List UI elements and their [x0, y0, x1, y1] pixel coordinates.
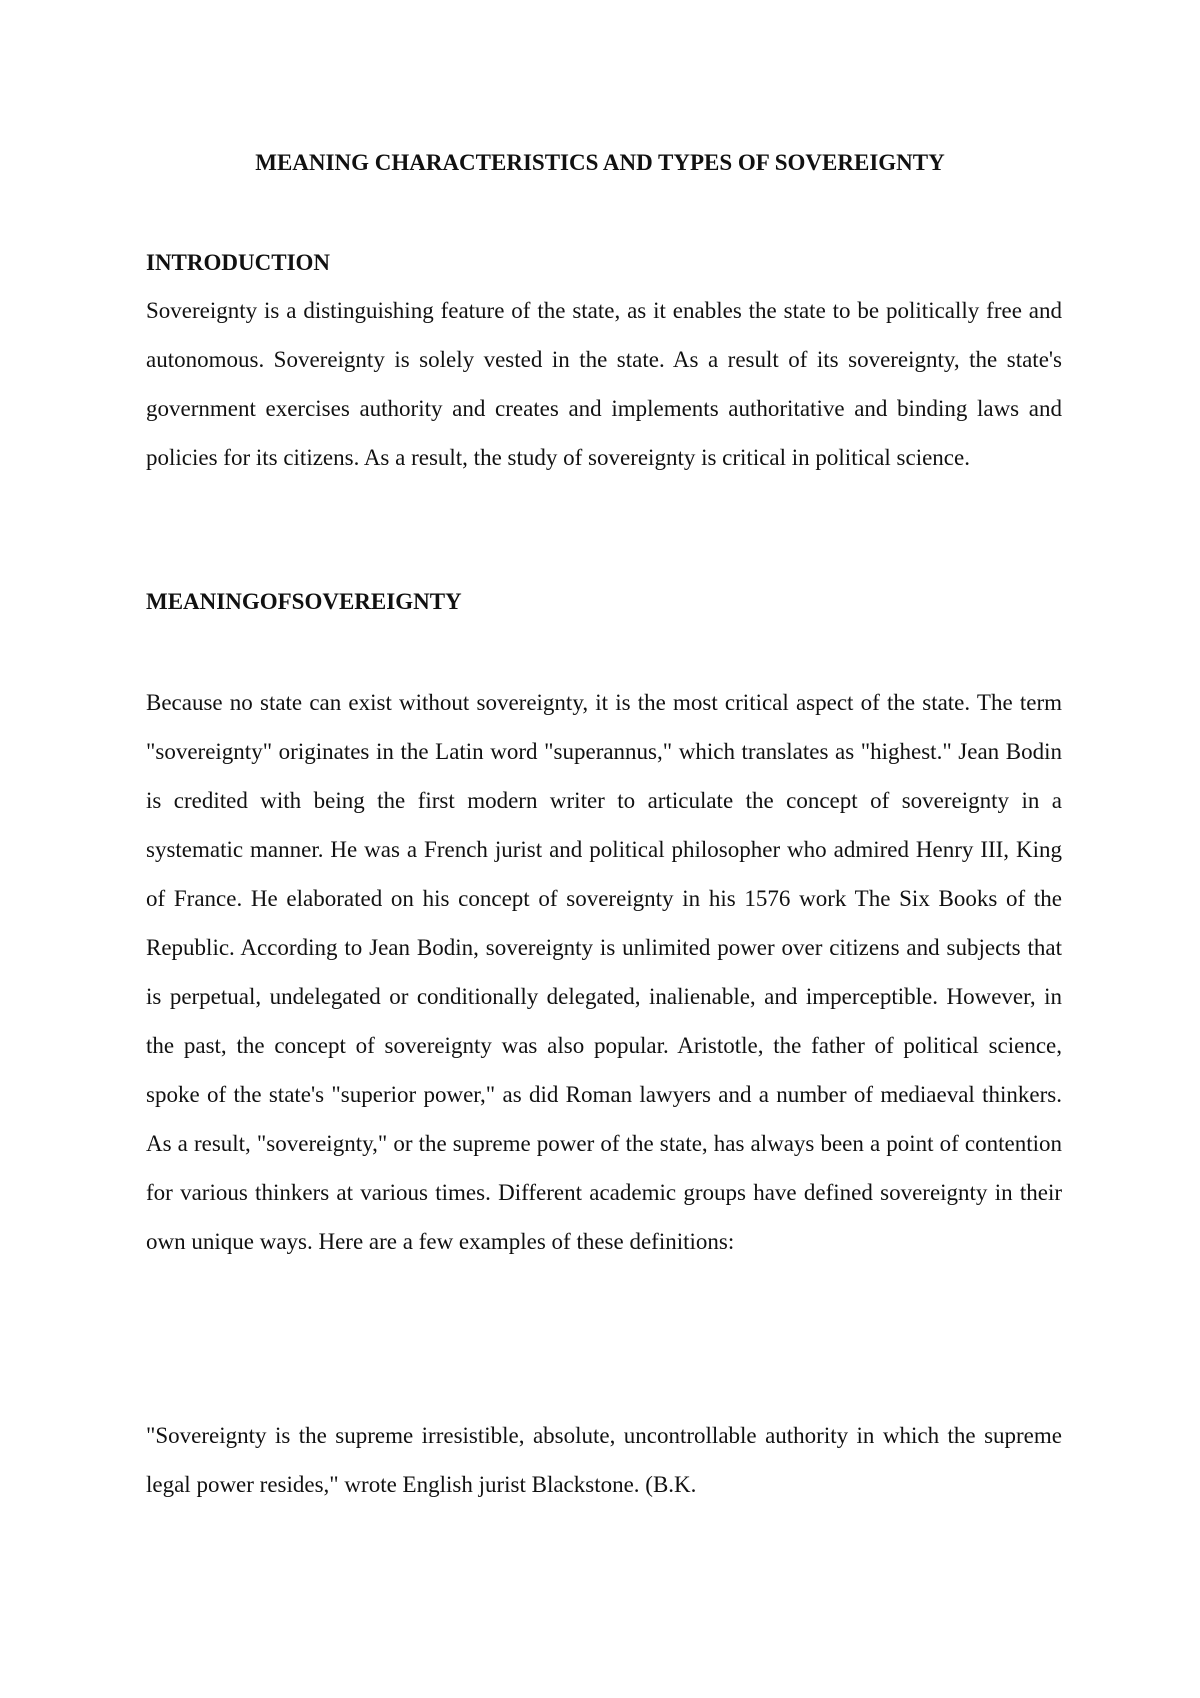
document-title: MEANING CHARACTERISTICS AND TYPES OF SOVEREIGNTY: [255, 150, 945, 175]
section-heading-introduction: INTRODUCTION: [146, 250, 331, 275]
meaning-paragraph: Because no state can exist without sovereignty, it is the most critical aspect of the state. The term "sovereignty" originates in the Latin word "superannus," which translates as "highest." Jean Bodin is credited with being the first modern writer to articulate the concept of sovereignty in a systematic manner. He was a French jurist and political philosopher who admired Henry III, King of France. He elaborated on his concept of sovereignty in his 1576 work The Six Books of the Republic. According to Jean Bodin, sovereignty is unlimited power over citizens and subjects that is perpetual, undelegated or conditionally delegated, inalienable, and imperceptible. However, in the past, the concept of sovereignty was also popular. Aristotle, the father of political science, spoke of the state's "superior power," as did Roman lawyers and a number of mediaeval thinkers. As a result, "sovereignty," or the supreme power of the state, has always been a point of contention for various thinkers at various times. Different academic groups have defined sovereignty in their own unique ways. Here are a few examples of these definitions:: [146, 690, 1062, 1254]
section-heading-meaning-of-sovereignty: MEANINGOFSOVEREIGNTY: [146, 589, 462, 614]
introduction-paragraph: Sovereignty is a distinguishing feature of the state, as it enables the state to be politically free and autonomous. Sovereignty is solely vested in the state. As a result of its sovereignty, the state's government exercises authority and creates and implements authoritative and binding laws and policies for its citizens. As a result, the study of sovereignty is critical in political science.: [146, 298, 1062, 470]
blackstone-quote-paragraph: "Sovereignty is the supreme irresistible, absolute, uncontrollable authority in which the supreme legal power resides," wrote English jurist Blackstone. (B.K.: [146, 1423, 1062, 1497]
